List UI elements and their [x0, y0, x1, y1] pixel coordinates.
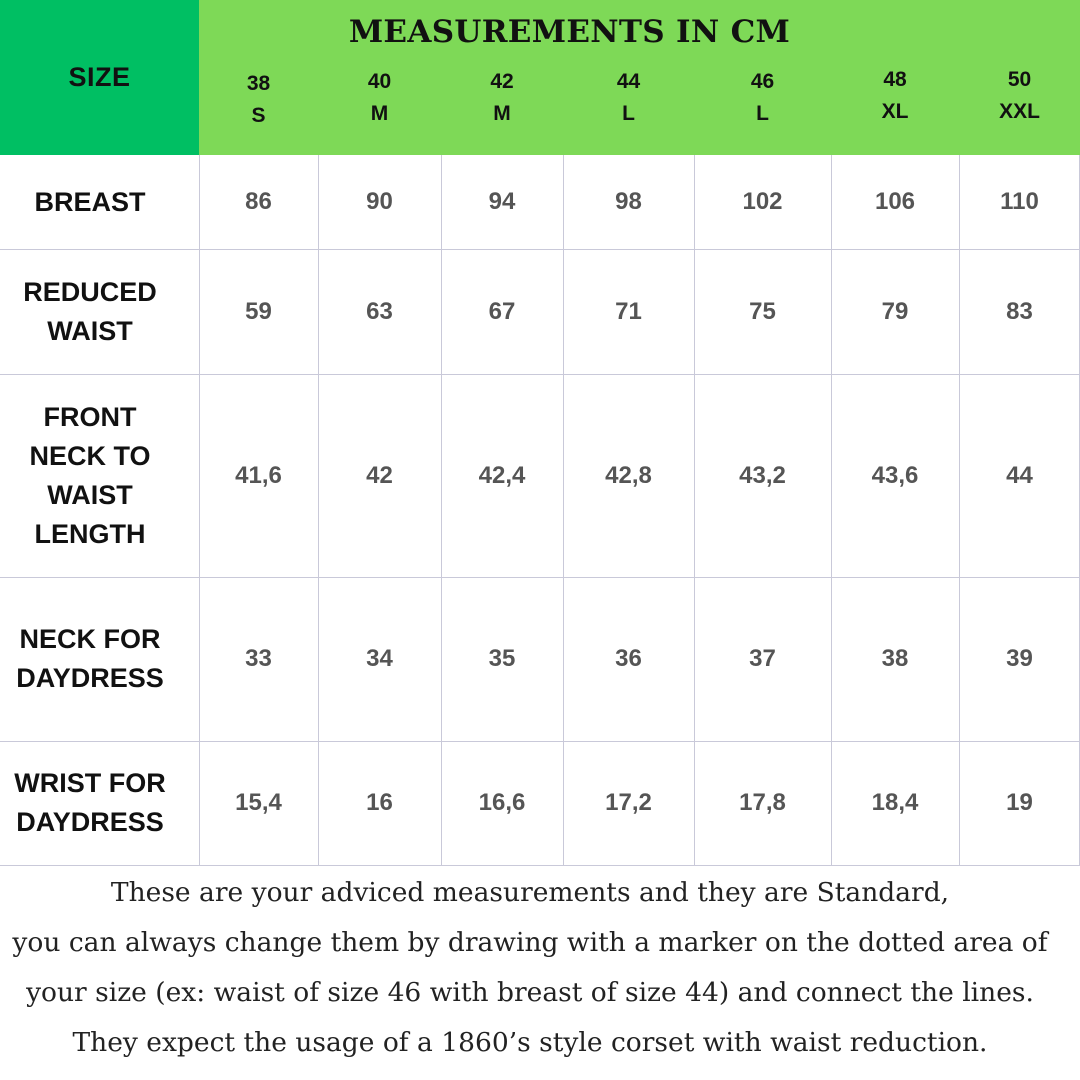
size-column-header [563, 66, 694, 130]
table-cell: 102 [742, 188, 783, 215]
table-cell: 59 [245, 297, 272, 325]
table-cell: 63 [366, 297, 393, 325]
table-cell: 16 [366, 789, 393, 816]
table-cell: 98 [615, 188, 642, 215]
size-column-header [831, 64, 959, 128]
table-cell: 18,4 [871, 789, 919, 816]
table-cell: 36 [615, 645, 642, 672]
table-cell: 110 [1000, 188, 1039, 215]
size-column-header [694, 66, 831, 130]
table-cell: 43,6 [871, 461, 919, 489]
table-cell: 71 [615, 297, 642, 325]
size-number: 46 [750, 70, 775, 93]
table-cell: 106 [874, 188, 916, 215]
table-cell: 83 [1006, 297, 1033, 325]
size-letter: M [493, 102, 511, 125]
size-letter: S [251, 104, 266, 127]
table-cell: 90 [366, 188, 393, 215]
size-column-header [959, 64, 1080, 128]
row-divider [0, 865, 1080, 866]
size-letter: XL [881, 100, 909, 123]
table-title: MEASUREMENTS IN CM [348, 14, 791, 50]
size-number: 38 [246, 72, 271, 95]
size-letter: XXL [999, 100, 1040, 123]
table-cell: 39 [1006, 645, 1033, 672]
table-cell: 79 [881, 297, 909, 325]
size-number: 44 [616, 70, 641, 93]
size-number: 50 [1007, 68, 1032, 91]
table-cell: 67 [488, 297, 516, 325]
row-label: BREAST [34, 186, 146, 217]
row-label: WRIST FOR DAYDRESS [14, 768, 166, 837]
footnote [0, 868, 1060, 1068]
row-label: NECK FOR DAYDRESS [16, 624, 164, 693]
table-cell: 42,8 [605, 461, 652, 489]
size-column-header [441, 66, 563, 130]
size-letter: M [370, 102, 389, 125]
table-cell: 43,2 [739, 461, 786, 489]
table-cell: 42 [366, 461, 393, 489]
table-cell: 35 [488, 645, 516, 672]
size-number: 40 [367, 70, 392, 93]
table-cell: 16,6 [478, 789, 526, 816]
table-cell: 75 [749, 297, 776, 325]
size-column-header [199, 68, 318, 132]
footnote-line: These are your adviced measurements and they are Standard, [110, 877, 950, 908]
table-cell: 15,4 [235, 789, 282, 816]
table-cell: 38 [881, 645, 909, 672]
table-cell: 44 [1006, 461, 1033, 489]
size-letter: L [756, 102, 769, 125]
table-cell: 86 [245, 188, 272, 215]
table-cell: 41,6 [235, 461, 282, 489]
footnote-line: They expect the usage of a 1860’s style corset with waist reduction. [72, 1027, 988, 1058]
table-cell: 17,2 [605, 789, 652, 816]
table-cell: 17,8 [739, 789, 786, 816]
row-label: REDUCED WAIST [23, 276, 157, 346]
table-cell: 94 [488, 188, 516, 215]
size-number: 42 [490, 70, 514, 93]
size-column-header [318, 66, 441, 130]
table-cell: 37 [749, 645, 776, 672]
row-label: FRONT NECK TO WAIST LENGTH [29, 401, 151, 549]
footnote-line: you can always change them by drawing with a marker on the dotted area of [12, 927, 1048, 958]
table-cell: 34 [366, 645, 393, 672]
table-cell: 42,4 [478, 461, 526, 489]
size-number: 48 [883, 68, 907, 91]
table-cell: 19 [1006, 789, 1033, 816]
size-header-label: SIZE [0, 0, 199, 155]
table-cell: 33 [245, 645, 272, 672]
footnote-line: your size (ex: waist of size 46 with breast of size 44) and connect the lines. [26, 977, 1034, 1008]
size-letter: L [622, 102, 635, 125]
